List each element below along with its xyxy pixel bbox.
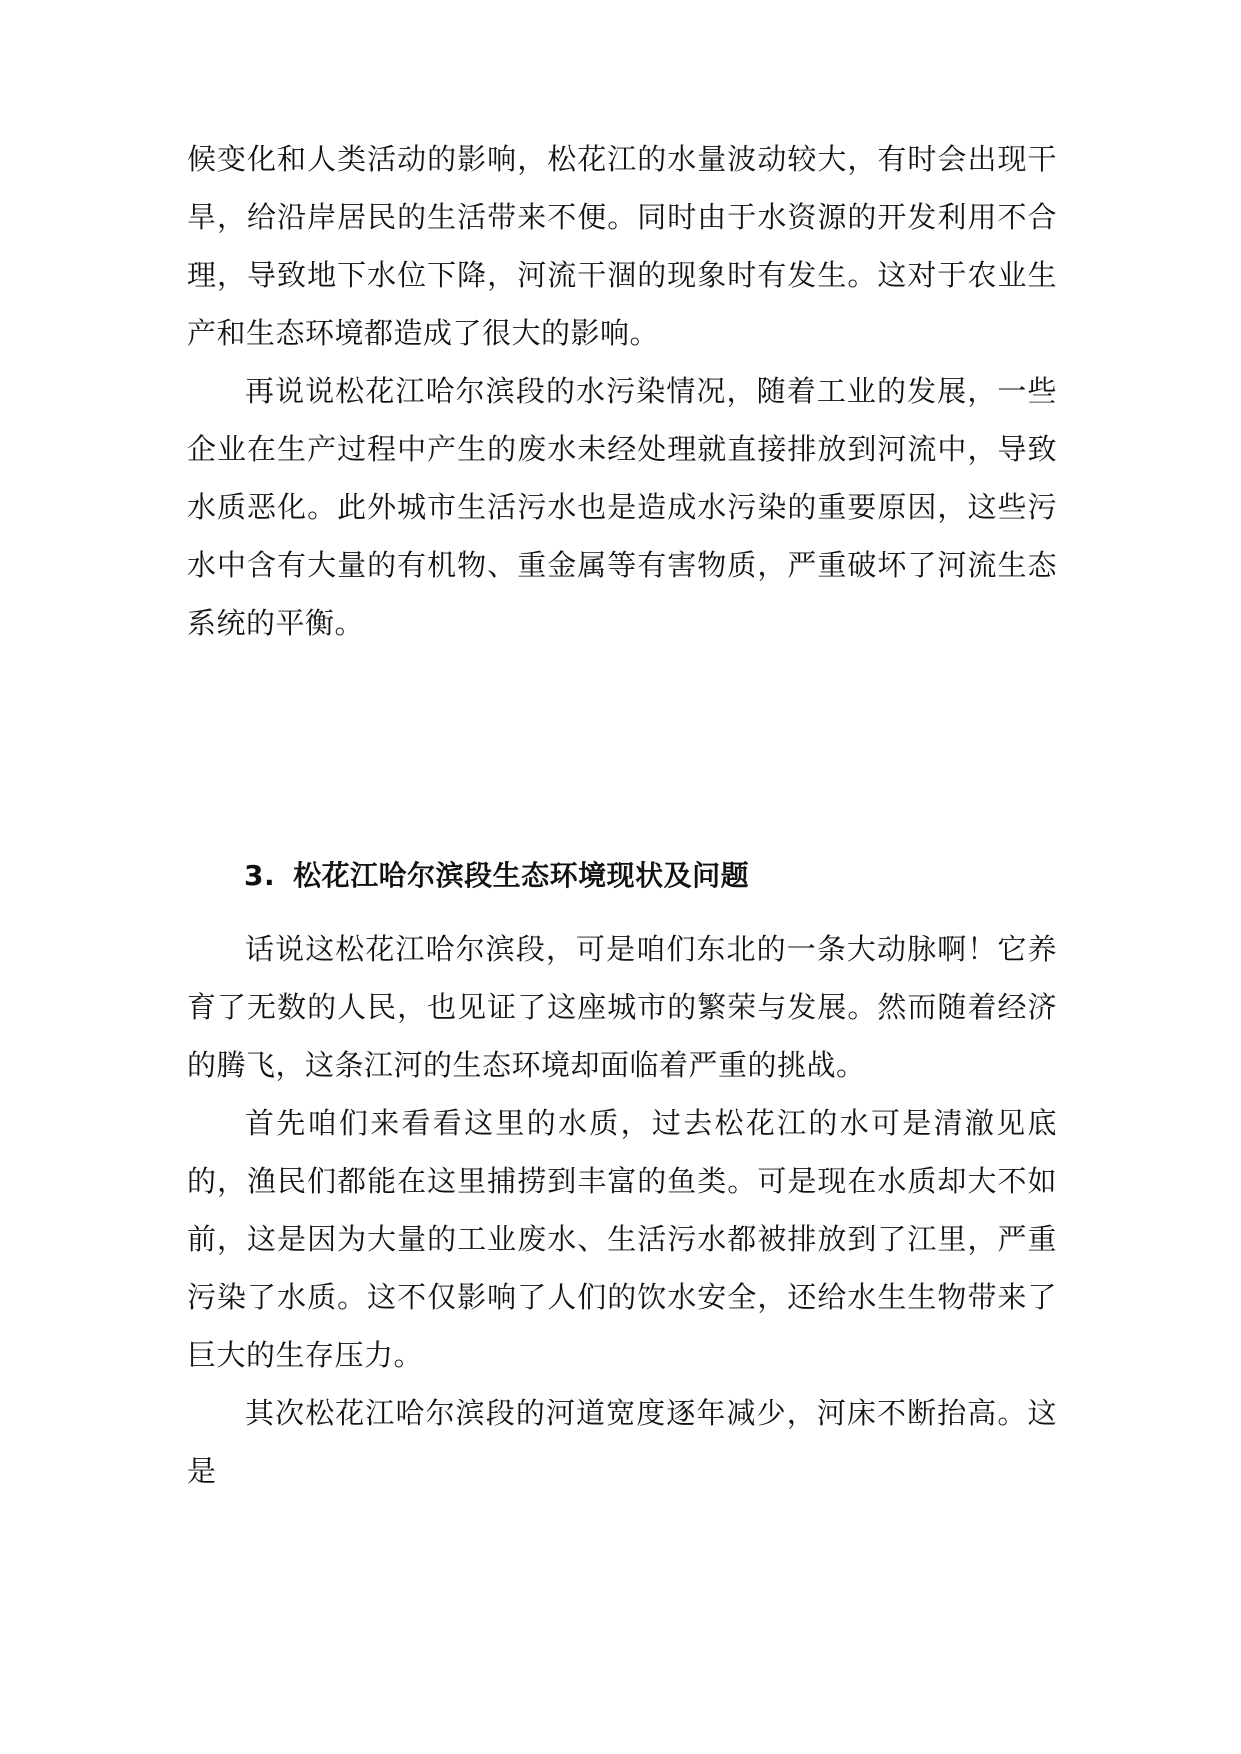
body-text-top [187, 130, 1057, 652]
paragraph-climate: 候变化和人类活动的影响，松花江的水量波动较大，有时会出现干旱，给沿岸居民的生活带来不便。同时由于水资源的开发利用不合理，导致地下水位下降，河流干涸的现象时有发生。这对于农业生产和生态环境都造成了很大的影响。 [187, 142, 1057, 350]
body-text-bottom [187, 920, 1057, 1500]
section-heading-title: 松花江哈尔滨段生态环境现状及问题 [293, 859, 750, 892]
section-heading-number: 3. [244, 859, 276, 892]
paragraph-intro: 话说这松花江哈尔滨段，可是咱们东北的一条大动脉啊！它养育了无数的人民，也见证了这座城市的繁荣与发展。然而随着经济的腾飞，这条江河的生态环境却面临着严重的挑战。 [187, 932, 1057, 1082]
paragraph-river-width: 其次松花江哈尔滨段的河道宽度逐年减少，河床不断抬高。这是 [187, 1396, 1057, 1488]
section-heading [244, 856, 749, 896]
paragraph-pollution: 再说说松花江哈尔滨段的水污染情况，随着工业的发展，一些企业在生产过程中产生的废水未经处理就直接排放到河流中，导致水质恶化。此外城市生活污水也是造成水污染的重要原因，这些污水中含有大量的有机物、重金属等有害物质，严重破坏了河流生态系统的平衡。 [187, 374, 1057, 640]
paragraph-water-quality: 首先咱们来看看这里的水质，过去松花江的水可是清澈见底的，渔民们都能在这里捕捞到丰富的鱼类。可是现在水质却大不如前，这是因为大量的工业废水、生活污水都被排放到了江里，严重污染了水质。这不仅影响了人们的饮水安全，还给水生生物带来了巨大的生存压力。 [187, 1106, 1057, 1372]
